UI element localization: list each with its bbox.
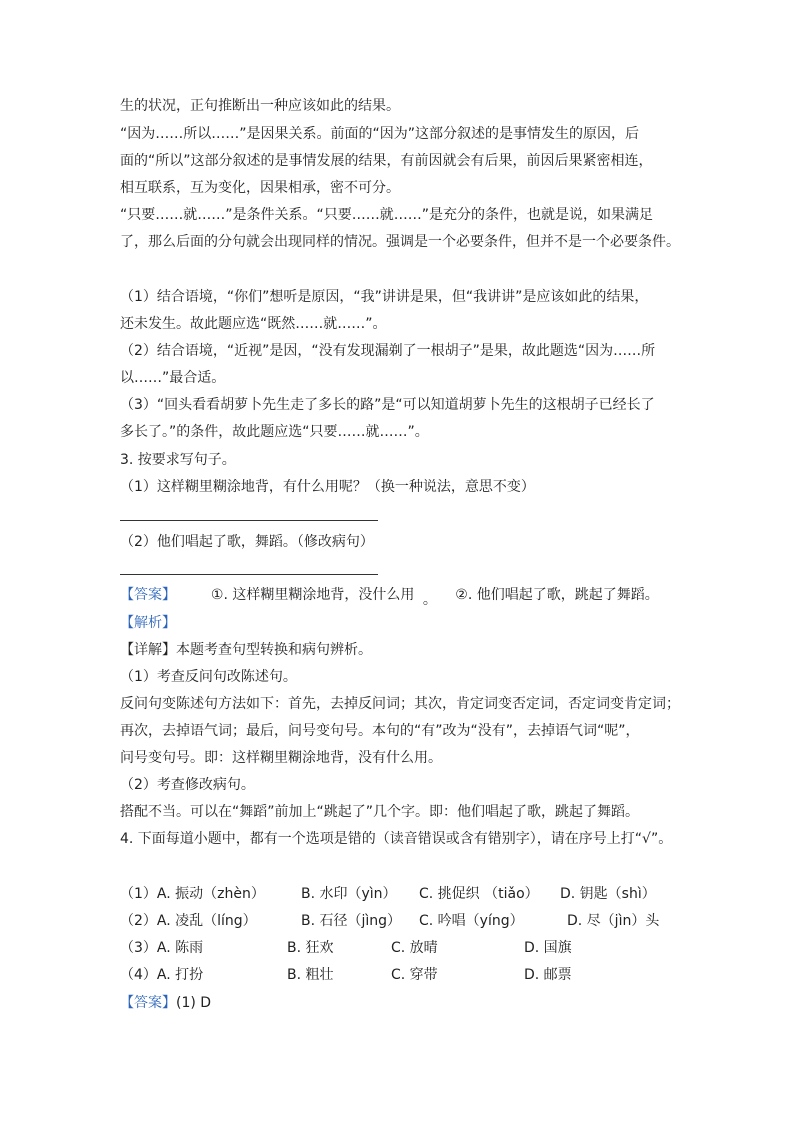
question-heading: 4. 下面每道小题中，都有一个选项是错的（读音错误或含有错别字），请在序号上打“√”。 [120, 831, 673, 847]
text-line: 再次，去掉语气词；最后，问号变句号。本句的“有”改为“没有”，去掉语气词“呢”， [120, 723, 640, 739]
detail-row [120, 640, 372, 660]
option: B. 石径（jìng） [301, 913, 402, 929]
text-line: 反问句变陈述句方法如下：首先，去掉反问词；其次，肯定词变否定词，否定词变肯定词； [120, 696, 680, 712]
answer-row [120, 993, 211, 1013]
option: C. 放晴 [391, 940, 438, 956]
text-line: （3）“回头看看胡萝卜先生走了多长的路”是“可以知道胡萝卜先生的这根胡子已经长了 [120, 397, 655, 413]
text-line: 以……”最合适。 [120, 370, 226, 386]
text-line: 问号变句号。即：这样糊里糊涂地背，没有什么用。 [120, 750, 442, 766]
option: B. 粗壮 [287, 967, 334, 983]
answer-text: ①. 这样糊里糊涂地背，没什么用 [210, 587, 415, 603]
text-line: （1）结合语境，“你们”想听是原因，“我”讲讲是果，但“我讲讲”是应该如此的结果， [120, 289, 649, 305]
option: （3）A. 陈雨 [120, 940, 204, 956]
option: （4）A. 打扮 [120, 967, 204, 983]
answer-blank-line [120, 574, 378, 575]
answer-text: ②. 他们唱起了歌，跳起了舞蹈。 [455, 587, 659, 603]
text-line: 生的状况，正句推断出一种应该如此的结果。 [120, 98, 400, 114]
text-line: 面的“所以”这部分叙述的是事情发展的结果，有前因就会有后果，前因后果紧密相连， [120, 153, 653, 169]
text-line: “只要……就……”是条件关系。“只要……就……”是充分的条件，也就是说，如果满足 [120, 207, 654, 223]
text-line: 搭配不当。可以在“舞蹈”前加上“跳起了”几个字。即：他们唱起了歌，跳起了舞蹈。 [120, 804, 640, 820]
option: C. 挑促织 （tiǎo） [419, 886, 539, 902]
answer-blank-line [120, 520, 378, 521]
answer-row [120, 585, 659, 608]
option: D. 邮票 [524, 967, 572, 983]
text-line: （2）考查修改病句。 [120, 777, 255, 793]
option: （2）A. 凌乱（líng） [120, 913, 257, 929]
detail-text: 本题考查句型转换和病句辨析。 [176, 642, 372, 658]
option: D. 尽（jìn）头 [567, 913, 660, 929]
text-line: “因为……所以……”是因果关系。前面的“因为”这部分叙述的是事情发生的原因，后 [120, 126, 640, 142]
question-heading: 3. 按要求写句子。 [120, 452, 236, 468]
option: C. 吟唱（yíng） [419, 913, 524, 929]
question-item: （1）这样糊里糊涂地背，有什么用呢？（换一种说法，意思不变） [120, 479, 535, 495]
option: B. 狂欢 [287, 940, 334, 956]
detail-tag: 【详解】 [120, 642, 176, 658]
text-line: 了，那么后面的分句就会出现同样的情况。强调是一个必要条件，但并不是一个必要条件。 [120, 234, 680, 250]
text-line: （1）考查反问句改陈述句。 [120, 669, 297, 685]
answer-text: (1) D [176, 995, 212, 1011]
option: C. 穿带 [391, 967, 438, 983]
text-line: 相互联系，互为变化，因果相承，密不可分。 [120, 180, 400, 196]
text-line: （2）结合语境，“近视”是因，“没有发现漏剃了一根胡子”是果，故此题选“因为……所 [120, 343, 656, 359]
analysis-tag: 【解析】 [120, 615, 176, 631]
question-item: （2）他们唱起了歌，舞蹈。（修改病句） [120, 534, 374, 550]
answer-tag: 【答案】 [120, 587, 176, 603]
text-line: 还未发生。故此题应选“既然……就……”。 [120, 316, 387, 332]
option: D. 国旗 [524, 940, 572, 956]
option: D. 钥匙（shì） [560, 886, 656, 902]
text-line: 多长了。”的条件，故此题应选“只要……就……”。 [120, 424, 429, 440]
answer-tag: 【答案】 [120, 995, 176, 1011]
option: B. 水印（yìn） [301, 886, 397, 902]
option: （1）A. 振动（zhèn） [120, 886, 265, 902]
answer-mark: 。 [422, 592, 437, 608]
